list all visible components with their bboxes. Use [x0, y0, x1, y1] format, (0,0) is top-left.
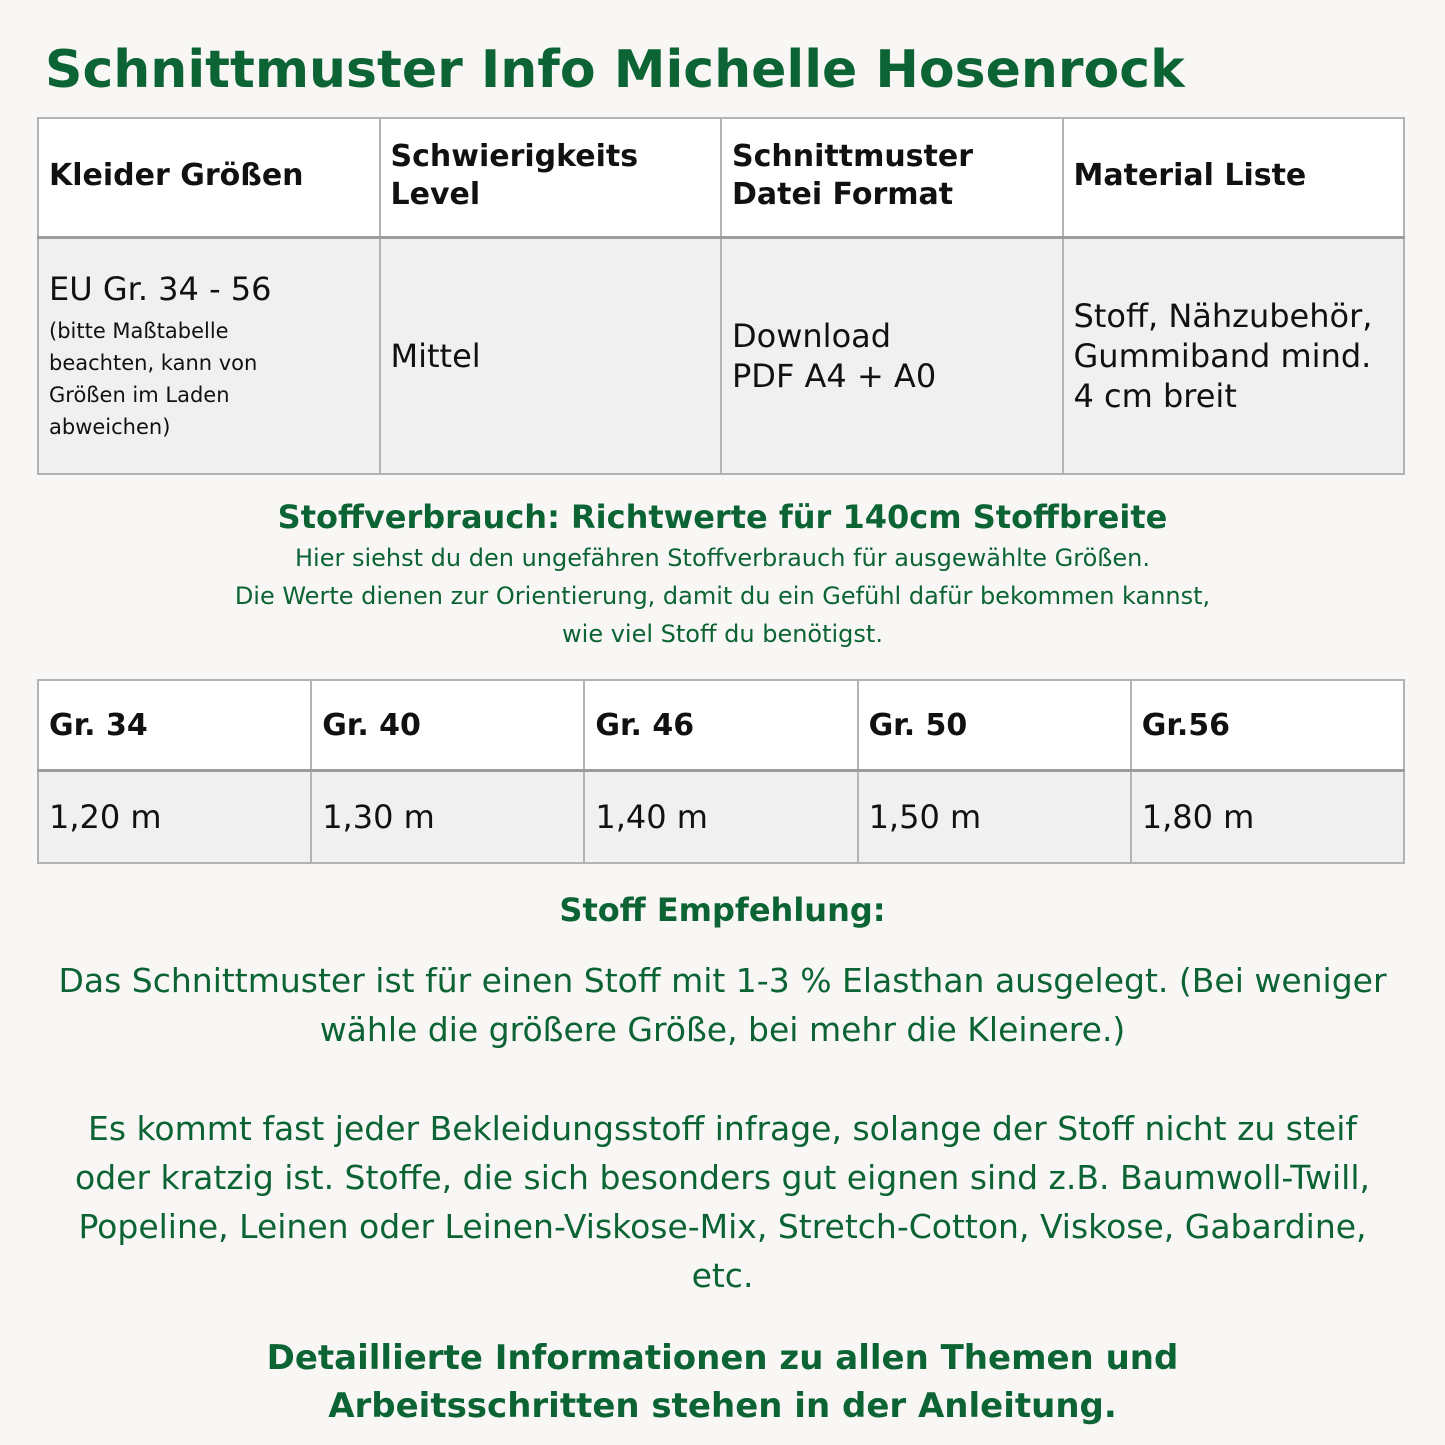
- size-header: Gr. 34: [38, 680, 311, 771]
- size-header: Gr. 46: [584, 680, 857, 771]
- info-value-row: [38, 238, 1404, 475]
- amount-cell: 1,20 m: [38, 771, 311, 864]
- recommendation-heading: Stoff Empfehlung:: [559, 891, 886, 929]
- fabric-usage-table: [37, 679, 1405, 864]
- footer-note: [0, 1334, 1445, 1430]
- intro-line: Hier siehst du den ungefähren Stoffverbrauch für ausgewählte Größen.: [294, 544, 1150, 572]
- paragraph-line: wähle die größere Größe, bei mehr die Kleinere.): [319, 1010, 1126, 1049]
- header-material: [1063, 118, 1405, 238]
- fabric-usage-intro: [0, 539, 1445, 653]
- size-header: Gr. 50: [858, 680, 1131, 771]
- header-format: [721, 118, 1063, 238]
- note-line: abweichen): [49, 415, 171, 439]
- header-line: Schnittmuster: [732, 138, 974, 174]
- intro-line: Die Werte dienen zur Orientierung, damit du ein Gefühl dafür bekommen kannst,: [234, 582, 1211, 610]
- amount-cell: 1,40 m: [584, 771, 857, 864]
- note-line: (bitte Maßtabelle: [49, 319, 229, 343]
- cell-level: [380, 238, 722, 475]
- level-value: Mittel: [390, 337, 481, 375]
- format-line: PDF A4 + A0: [732, 357, 937, 395]
- cell-sizes: [38, 238, 380, 475]
- header-line: Kleider Größen: [49, 157, 304, 193]
- amount-cell: 1,50 m: [858, 771, 1131, 864]
- paragraph-line: Popeline, Leinen oder Leinen-Viskose-Mix, Stretch-Cotton, Viskose, Gabardine,: [78, 1207, 1367, 1246]
- pattern-info-table: [37, 117, 1405, 475]
- header-line: Datei Format: [732, 176, 954, 212]
- recommendation-paragraph-1: [40, 956, 1405, 1054]
- footer-line: Detaillierte Informationen zu allen Themen und: [266, 1338, 1179, 1378]
- paragraph-line: oder kratzig ist. Stoffe, die sich besonders gut eignen sind z.B. Baumwoll-Twill,: [75, 1158, 1370, 1197]
- header-line: Material Liste: [1073, 157, 1307, 193]
- size-header-row: [38, 680, 1404, 771]
- sizes-range: EU Gr. 34 - 56: [49, 270, 272, 308]
- recommendation-paragraph-2: [40, 1104, 1405, 1300]
- paragraph-line: Das Schnittmuster ist für einen Stoff mit 1-3 % Elasthan ausgelegt. (Bei weniger: [58, 961, 1387, 1000]
- amount-cell: 1,80 m: [1131, 771, 1404, 864]
- info-header-row: [38, 118, 1404, 238]
- material-line: 4 cm breit: [1073, 377, 1237, 415]
- note-line: beachten, kann von: [49, 351, 258, 375]
- header-line: Schwierigkeits: [390, 138, 639, 174]
- cell-material: [1063, 238, 1405, 475]
- fabric-usage-heading: Stoffverbrauch: Richtwerte für 140cm Stoffbreite: [277, 498, 1168, 536]
- intro-line: wie viel Stoff du benötigst.: [562, 620, 883, 648]
- header-level: [380, 118, 722, 238]
- header-line: Level: [390, 176, 481, 212]
- note-line: Größen im Laden: [49, 383, 230, 407]
- amount-row: [38, 771, 1404, 864]
- paragraph-line: etc.: [691, 1256, 754, 1295]
- material-line: Stoff, Nähzubehör,: [1073, 297, 1373, 335]
- page-title: Schnittmuster Info Michelle Hosenrock: [45, 40, 1185, 100]
- cell-format: [721, 238, 1063, 475]
- footer-line: Arbeitsschritten stehen in der Anleitung.: [328, 1386, 1117, 1426]
- amount-cell: 1,30 m: [311, 771, 584, 864]
- format-line: Download: [732, 317, 892, 355]
- paragraph-line: Es kommt fast jeder Bekleidungsstoff infrage, solange der Stoff nicht zu steif: [87, 1109, 1358, 1148]
- header-sizes: [38, 118, 380, 238]
- size-header: Gr. 40: [311, 680, 584, 771]
- material-line: Gummiband mind.: [1073, 337, 1372, 375]
- sizes-note: [49, 315, 369, 443]
- size-header: Gr.56: [1131, 680, 1404, 771]
